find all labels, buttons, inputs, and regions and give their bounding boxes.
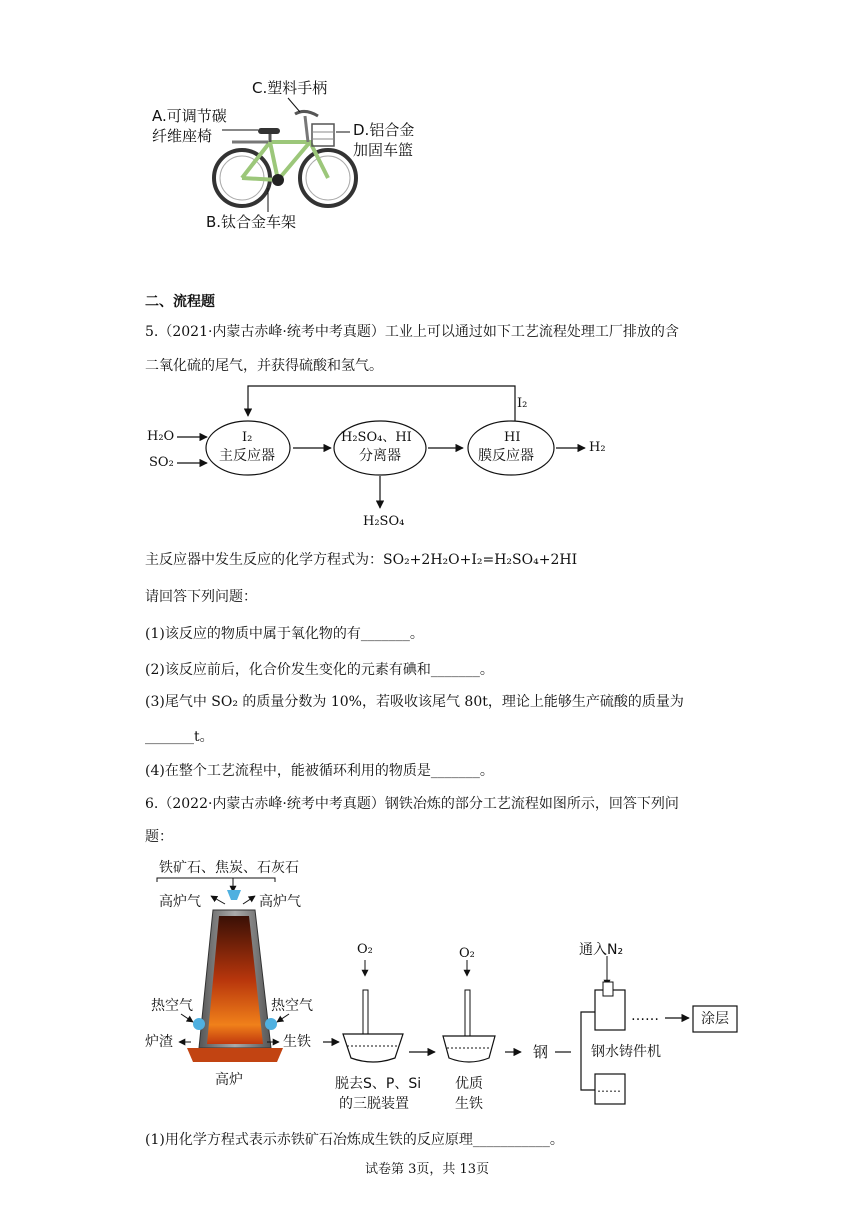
q6-stem-line1: 6.（2022·内蒙古赤峰·统考中考真题）钢铁冶炼的部分工艺流程如图所示，回答下列问: [145, 796, 679, 812]
steel-raw-materials: 铁矿石、焦炭、石灰石: [159, 860, 299, 876]
steel-n2-in: 通入N₂: [579, 942, 624, 958]
bicycle-figure: [140, 72, 440, 242]
steel-hot-air-left: 热空气: [151, 998, 193, 1014]
q6-stem-line2: 题：: [145, 829, 173, 845]
section-heading: 二、流程题: [145, 294, 215, 310]
flow-i2-top: I₂: [517, 396, 528, 411]
bike-label-d2: 加固车篮: [353, 141, 414, 159]
steel-dots2: ……: [597, 1081, 621, 1095]
flow-node1-l2: 主反应器: [219, 448, 275, 464]
bike-label-c: C.塑料手柄: [252, 79, 328, 97]
q5-stem-line2: 二氧化硫的尾气，并获得硫酸和氢气。: [145, 358, 383, 374]
q6-steel-diagram: [145, 852, 765, 1122]
q5-sub3b: _______t。: [145, 729, 214, 745]
page-footer: 试卷第 3页，共 13页: [365, 1162, 490, 1177]
steel-coating: 涂层: [701, 1011, 729, 1027]
flow-so2: SO₂: [149, 455, 174, 470]
flow-node1-l1: I₂: [242, 430, 253, 445]
q5-equation: 主反应器中发生反应的化学方程式为：SO₂+2H₂O+I₂=H₂SO₄+2HI: [145, 552, 578, 568]
flow-h2-out: H₂: [589, 440, 606, 455]
bike-label-b: B.钛合金车架: [206, 213, 297, 231]
flow-node2-l2: 分离器: [359, 448, 401, 464]
steel-furnace-label: 高炉: [215, 1072, 243, 1088]
bike-label-d1: D.铝合金: [353, 121, 415, 139]
q6-sub1: (1)用化学方程式表示赤铁矿石冶炼成生铁的反应原理___________。: [145, 1132, 564, 1148]
q5-sub1: (1)该反应的物质中属于氧化物的有_______。: [145, 626, 424, 642]
steel-pig-iron: 生铁: [283, 1034, 311, 1050]
steel-gas-right: 高炉气: [259, 894, 301, 910]
q5-sub2: (2)该反应前后，化合价发生变化的元素有碘和_______。: [145, 662, 494, 678]
steel-o2-2: O₂: [459, 946, 475, 961]
steel-quality1: 优质: [455, 1076, 483, 1092]
bike-label-a2: 纤维座椅: [152, 127, 213, 145]
steel-quality2: 生铁: [455, 1096, 483, 1112]
flow-node3-l2: 膜反应器: [478, 448, 534, 464]
q5-sub3a: (3)尾气中 SO₂ 的质量分数为 10%，若吸收该尾气 80t，理论上能够生产硫酸的质量为: [145, 694, 684, 710]
steel-o2-1: O₂: [357, 942, 373, 957]
q5-flow-diagram: [145, 384, 625, 534]
steel-slag: 炉渣: [145, 1034, 173, 1050]
steel-caster: 钢水铸件机: [591, 1044, 661, 1060]
steel-dots1: ……: [631, 1008, 659, 1024]
steel-hot-air-right: 热空气: [271, 998, 313, 1014]
bike-label-a1: A.可调节碳: [152, 107, 227, 125]
steel-device1-l1: 脱去S、P、Si: [335, 1076, 422, 1092]
flow-node2-l1: H₂SO₄、HI: [341, 430, 412, 445]
q5-sub4: (4)在整个工艺流程中，能被循环利用的物质是_______。: [145, 763, 494, 779]
steel-device1-l2: 的三脱装置: [339, 1096, 409, 1112]
steel-gas-left: 高炉气: [159, 894, 201, 910]
flow-h2o: H₂O: [147, 429, 175, 444]
flow-node3-l1: HI: [504, 430, 521, 445]
q5-stem-line1: 5.（2021·内蒙古赤峰·统考中考真题）工业上可以通过如下工艺流程处理工厂排放的含: [145, 324, 679, 340]
flow-h2so4-out: H₂SO₄: [363, 514, 405, 529]
steel-steel: 钢: [533, 1043, 549, 1061]
q5-prompt: 请回答下列问题：: [145, 589, 257, 605]
